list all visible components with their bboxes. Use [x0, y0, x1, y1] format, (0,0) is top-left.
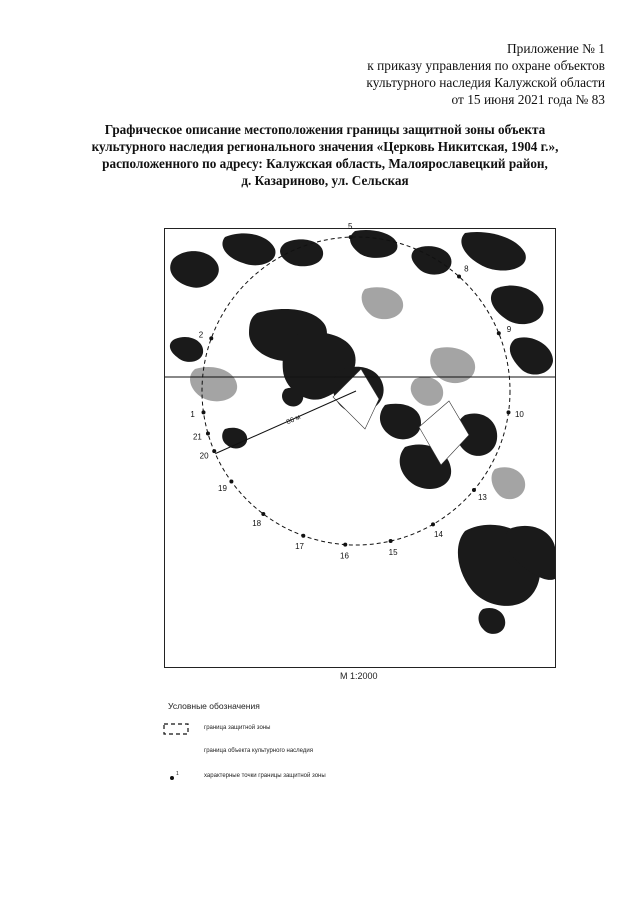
annex-header: [366, 40, 605, 108]
aerial-imagery: [170, 230, 555, 634]
annex-date: от 15 июня 2021 года № 83: [451, 92, 605, 107]
boundary-point-label: 20: [199, 451, 209, 461]
legend-label-characteristic-points: характерные точки границы защитной зоны: [204, 773, 326, 779]
map-scale: М 1:2000: [340, 671, 378, 681]
title-line-2: культурного наследия регионального значения «Церковь Никитская, 1904 г.»,: [91, 139, 559, 154]
title-line-4: д. Казариново, ул. Сельская: [241, 173, 409, 188]
boundary-point-label: 19: [218, 483, 227, 493]
boundary-point-label: 17: [295, 542, 305, 552]
boundary-point-marker: [497, 331, 501, 335]
boundary-point-marker: [229, 480, 233, 484]
boundary-point-label: 10: [514, 409, 524, 419]
boundary-point-label: 16: [340, 551, 349, 561]
aerial-map: [164, 222, 556, 668]
boundary-point-marker: [431, 522, 435, 526]
boundary-point-marker: [349, 235, 353, 239]
boundary-point-label: 14: [434, 529, 443, 539]
title-line-3: расположенного по адресу: Калужская область, Малоярославецкий район,: [102, 156, 548, 171]
boundary-point-marker: [343, 543, 347, 547]
legend-title: Условные обозначения: [168, 701, 260, 711]
legend-label-zone-boundary: граница защитной зоны: [204, 725, 271, 731]
boundary-point-label: 1: [190, 409, 195, 419]
title-line-1: Графическое описание местоположения границы защитной зоны объекта: [104, 122, 546, 137]
boundary-point-marker: [301, 534, 305, 538]
boundary-point-label: 8: [464, 264, 469, 274]
boundary-point-label: 21: [192, 432, 202, 442]
boundary-point-label: 13: [477, 493, 487, 503]
point-symbol: [160, 770, 196, 784]
boundary-point-marker: [457, 275, 461, 279]
boundary-point-label: 5: [348, 222, 353, 232]
boundary-point-marker: [209, 336, 213, 340]
boundary-point-marker: [201, 410, 205, 414]
dashed-boundary-symbol: [160, 722, 196, 736]
annex-authority: культурного наследия Калужской области: [366, 75, 605, 90]
boundary-point-label: 18: [252, 518, 262, 528]
boundary-point-marker: [507, 410, 511, 414]
boundary-point-marker: [261, 512, 265, 516]
boundary-point-label: 15: [388, 547, 398, 557]
boundary-point-marker: [212, 449, 216, 453]
document-title: [60, 121, 590, 189]
boundary-point-marker: [389, 539, 393, 543]
boundary-point-marker: [206, 431, 210, 435]
boundary-point-label: 2: [198, 330, 204, 340]
radius-label: 86 м: [285, 413, 302, 427]
annex-number: Приложение № 1: [506, 41, 605, 56]
boundary-point-label: 9: [506, 325, 512, 335]
annex-order-line: к приказу управления по охране объектов: [367, 58, 605, 73]
boundary-point-marker: [472, 488, 476, 492]
map-canvas: [165, 222, 555, 667]
legend-label-heritage-boundary: граница объекта культурного наследия: [204, 748, 313, 754]
point-symbol-number: 1: [176, 771, 179, 777]
